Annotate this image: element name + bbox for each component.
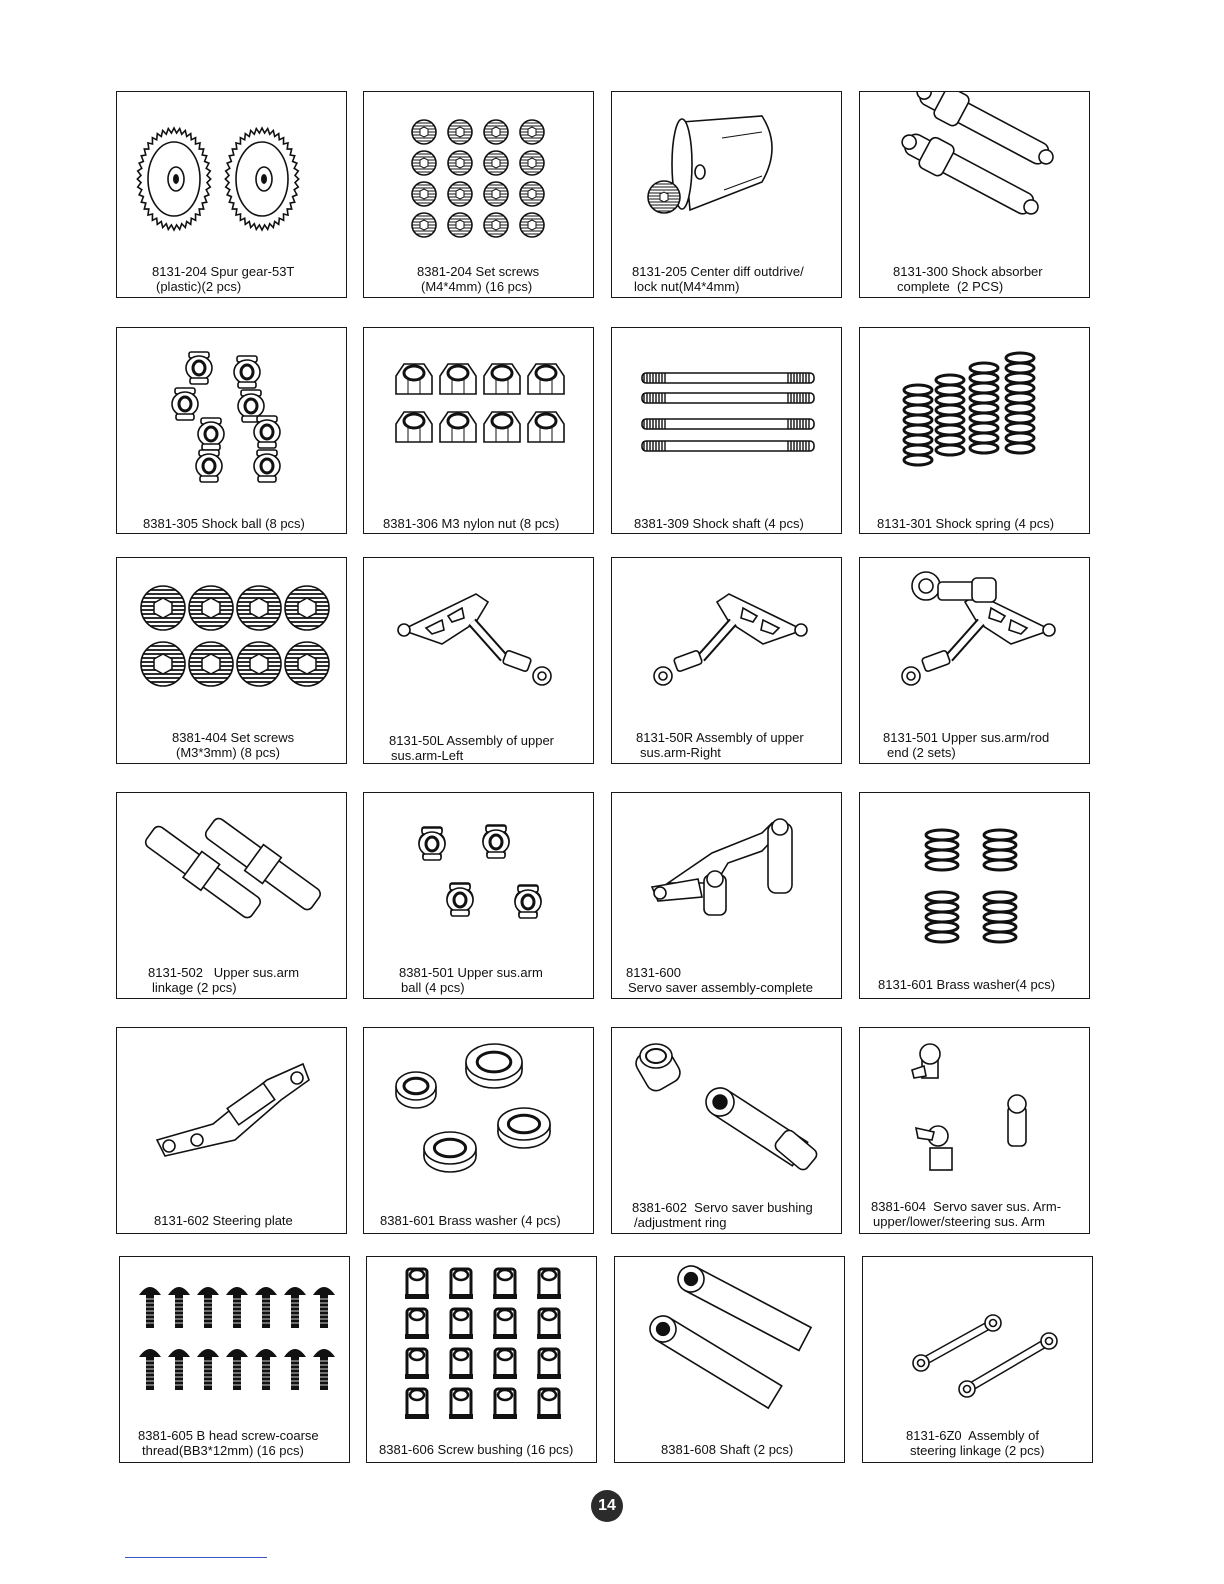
suspension-arm-icon xyxy=(364,558,593,723)
part-caption xyxy=(154,1213,293,1228)
part-caption xyxy=(632,1200,813,1230)
part-cell xyxy=(859,792,1090,999)
part-caption xyxy=(883,730,1049,760)
part-caption xyxy=(389,733,554,763)
part-caption-line1: 8131-501 Upper sus.arm/rod xyxy=(883,730,1050,745)
part-caption-line1: 8131-601 Brass washer(4 pcs) xyxy=(878,977,1056,992)
outdrive-cup-icon xyxy=(612,92,841,257)
part-caption-line1: 8381-305 Shock ball (8 pcs) xyxy=(143,516,305,531)
nylon-nut-icon xyxy=(364,328,593,493)
spring-washer-icon xyxy=(860,793,1089,958)
shock-ball-icon xyxy=(117,328,346,493)
part-caption-line1: 8381-608 Shaft (2 pcs) xyxy=(661,1442,794,1457)
part-caption-line1: 8131-602 Steering plate xyxy=(154,1213,293,1228)
part-caption-line1: 8381-605 B head screw-coarse xyxy=(138,1428,319,1443)
part-caption xyxy=(634,516,804,531)
steering-plate-icon xyxy=(117,1028,346,1193)
part-cell xyxy=(614,1256,845,1463)
part-caption-line1: 8131-301 Shock spring (4 pcs) xyxy=(877,516,1055,531)
screw-bushing-icon xyxy=(367,1257,596,1422)
shaft-icon xyxy=(615,1257,844,1422)
part-caption-line2: steering linkage (2 pcs) xyxy=(910,1443,1045,1458)
brass-washer-icon xyxy=(364,1028,593,1193)
part-caption-line2: end (2 sets) xyxy=(887,745,956,760)
part-caption xyxy=(379,1442,573,1457)
part-caption-line2: lock nut(M4*4mm) xyxy=(634,279,740,294)
part-caption-line1: 8131-204 Spur gear-53T xyxy=(152,264,295,279)
part-caption-line1: 8131-50L Assembly of upper xyxy=(389,733,555,748)
part-caption-line1: 8381-204 Set screws xyxy=(417,264,540,279)
part-caption-line1: 8381-606 Screw bushing (16 pcs) xyxy=(379,1442,574,1457)
servo-saver-icon xyxy=(612,793,841,958)
shock-shaft-icon xyxy=(612,328,841,493)
part-cell xyxy=(363,1027,594,1234)
threaded-linkage-icon xyxy=(117,793,346,958)
part-caption xyxy=(143,516,305,531)
part-caption-line1: 8131-600 xyxy=(626,965,681,980)
part-cell xyxy=(116,1027,347,1234)
part-caption-line2: Servo saver assembly-complete xyxy=(628,980,813,995)
part-cell xyxy=(116,327,347,534)
part-caption xyxy=(661,1442,793,1457)
part-caption-line1: 8381-404 Set screws xyxy=(172,730,295,745)
pivot-ball-icon xyxy=(364,793,593,958)
part-caption xyxy=(138,1428,319,1458)
part-caption xyxy=(380,1213,561,1228)
suspension-arm-icon xyxy=(612,558,841,723)
part-caption-line1: 8381-601 Brass washer (4 pcs) xyxy=(380,1213,561,1228)
part-caption xyxy=(383,516,559,531)
part-caption-line2: ball (4 pcs) xyxy=(401,980,465,995)
part-caption-line2: sus.arm-Left xyxy=(391,748,464,763)
footer-rule xyxy=(125,1557,267,1558)
part-caption-line1: 8131-205 Center diff outdrive/ xyxy=(632,264,804,279)
part-caption-line1: 8381-602 Servo saver bushing xyxy=(632,1200,813,1215)
part-caption-line1: 8381-501 Upper sus.arm xyxy=(399,965,543,980)
shock-spring-icon xyxy=(860,328,1089,493)
suspension-arm-icon xyxy=(860,558,1089,723)
part-caption-line1: 8131-50R Assembly of upper xyxy=(636,730,804,745)
set-screw-icon xyxy=(117,558,346,723)
part-caption-line2: linkage (2 pcs) xyxy=(152,980,237,995)
part-cell xyxy=(859,327,1090,534)
part-caption-line1: 8131-6Z0 Assembly of xyxy=(906,1428,1039,1443)
part-caption xyxy=(148,965,299,995)
part-caption xyxy=(417,264,539,294)
part-caption-line2: upper/lower/steering sus. Arm xyxy=(873,1214,1045,1229)
part-caption xyxy=(636,730,804,760)
part-caption-line1: 8381-306 M3 nylon nut (8 pcs) xyxy=(383,516,560,531)
part-cell xyxy=(363,327,594,534)
servo-saver-arm-icon xyxy=(860,1028,1089,1193)
part-caption-line2: (M4*4mm) (16 pcs) xyxy=(421,279,533,294)
part-caption-line2: (M3*3mm) (8 pcs) xyxy=(176,745,281,760)
shock-absorber-icon xyxy=(860,92,1089,257)
page-number: 14 xyxy=(591,1490,623,1522)
part-caption xyxy=(878,977,1055,992)
part-caption-line2: (plastic)(2 pcs) xyxy=(156,279,242,294)
steering-linkage-icon xyxy=(863,1257,1092,1422)
part-caption xyxy=(893,264,1043,294)
spur-gear-icon xyxy=(117,92,346,257)
part-caption xyxy=(626,965,813,995)
part-cell xyxy=(611,327,842,534)
part-caption-line2: complete (2 PCS) xyxy=(897,279,1004,294)
part-caption-line2: thread(BB3*12mm) (16 pcs) xyxy=(142,1443,304,1458)
part-caption-line2: sus.arm-Right xyxy=(640,745,721,760)
part-caption xyxy=(399,965,543,995)
part-caption xyxy=(172,730,294,760)
part-cell xyxy=(366,1256,597,1463)
part-caption-line1: 8381-604 Servo saver sus. Arm- xyxy=(871,1199,1062,1214)
part-caption xyxy=(871,1199,1061,1229)
set-screw-icon xyxy=(364,92,593,257)
part-caption-line2: /adjustment ring xyxy=(634,1215,727,1230)
part-caption-line1: 8131-502 Upper sus.arm xyxy=(148,965,300,980)
part-caption-line1: 8381-309 Shock shaft (4 pcs) xyxy=(634,516,804,531)
bushing-icon xyxy=(612,1028,841,1193)
part-caption xyxy=(632,264,804,294)
part-caption xyxy=(152,264,294,294)
part-caption xyxy=(877,516,1054,531)
part-caption xyxy=(906,1428,1044,1458)
part-caption-line1: 8131-300 Shock absorber xyxy=(893,264,1043,279)
button-head-screw-icon xyxy=(120,1257,349,1422)
